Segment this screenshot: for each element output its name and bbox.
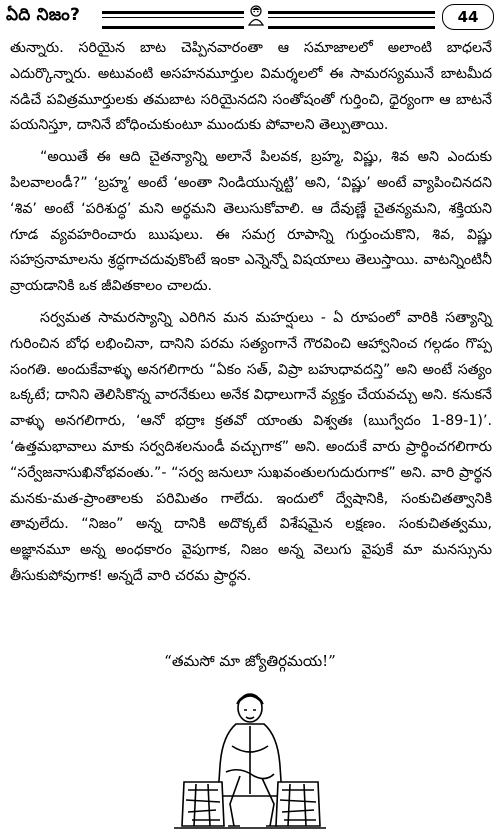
seated-saint-illustration <box>170 686 330 832</box>
paragraph: “అయితే ఈ ఆది చైతన్యాన్ని అలానే పిలవక, బ్రహ్మ, విష్ణు, శివ అని ఎందుకు పిలవాలండీ?” ‘బ్రహ్మ’ అంటే ‘అంతా నిండియున్నట్టి’ అని, ‘విష్ణు’ అంటే వ్యాపించినదని ‘శివ’ అంటే ‘పరిశుద్ధ’ మని అర్థమని తెలుసుకోవాలి. ఆ దేవుణ్ణే చైతన్యమని, శక్తియని గూడ వ్యవహరించారు ఋషులు. ఈ సమగ్ర రూపాన్ని గుర్తుంచుకొని, శివ, విష్ణు సహస్రనామాలను శ్రద్ధగాచదువుకొంటే ఇంకా ఎన్నెన్నో విషయాలు తెలుస్తాయి. వాటన్నింటినీ వ్రాయడానికి ఒక జీవితకాలం చాలదు. <box>10 149 492 295</box>
page-title: ఏది నిజం? <box>6 5 81 25</box>
paragraph: తున్నారు. సరియైన బాట చెప్పినవారంతా ఆ సమాజాలలో అలాంటి బాధలనే ఎదుర్కొన్నారు. అటువంటి అసహనమూర్తుల విమర్శలలో ఈ సామరస్యమునే బాటమీద నడిచే పవిత్రమూర్తులకు తమబాట సరియైనదని సంతోషంతో గుర్తించి, ధైర్యంగా ఆ బాటనే పయనిస్తూ, దానినే బోధించుకుంటూ ముందుకు పోవాలని తెల్పుతాయి. <box>10 40 492 134</box>
page-header <box>6 4 494 32</box>
header-rule-left <box>102 11 244 29</box>
page-number: 44 <box>442 4 494 30</box>
header-rule-right <box>268 11 435 29</box>
body-text <box>10 36 492 590</box>
paragraph: సర్వమత సామరస్యాన్ని ఎరిగిన మన మహర్షులు - ఏ రూపంలో వారికి సత్యాన్ని గురించిన బోధ లభించినా, దానిని పరమ సత్యంగానే గౌరవించి ఆహ్వానించ గల్గడం గొప్ప సంగతి. అందుకేవాళ్ళు అనగలిగారు “ఏకం సత్, విప్రా బహుధావదన్తి” అని అంటే సత్యం ఒక్కటే; దానిని తెలిసికొన్న వారనేకులు అనేక విధాలుగానే వ్యక్తం చేయవచ్చు అని. కనుకనే వాళ్ళు అనగలిగారు, ‘ఆనో భద్రాః క్రతవో యాంతు విశ్వతః (ఋగ్వేదం 1-89-1)’. ‘ఉత్తమభావాలు మాకు సర్వదిశలనుండీ వచ్చుగాక” అని. అందుకే వారు ప్రార్థించగలిగారు “సర్వేజనాసుఖినోభవంతు.”- “సర్వ జనులూ సుఖవంతులగుదురుగాక” అని. వారి ప్రార్థన మనకు-మత-ప్రాంతాలకు పరిమితం గాలేదు. ఇందులో ద్వేషానికి, సంకుచితత్వానికి తావులేదు. “నిజం” అన్న దానికి అదొక్కటే విశేషమైన లక్షణం. సంకుచితత్వము, అజ్ఞానమూ అన్న అంధకారం వైపుగాక, నిజం అన్న వెలుగు వైపుకే మా మనస్సును తీసుకుపోవుగాక! అన్నదే వారి చరమ ప్రార్థన. <box>10 309 492 584</box>
closing-quote: “తమసో మా జ్యోతిర్గమయ!” <box>164 652 336 670</box>
saint-portrait-icon <box>246 4 266 26</box>
